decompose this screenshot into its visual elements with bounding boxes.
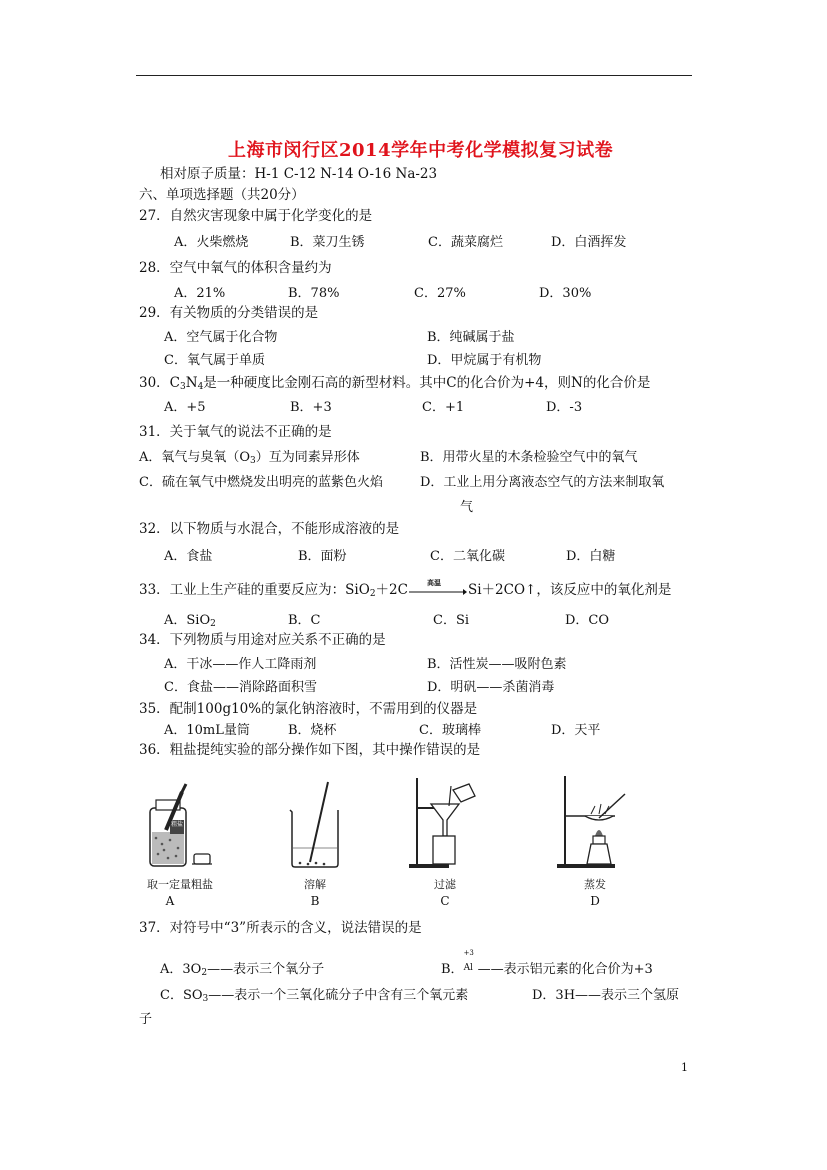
- figure-b-letter: B: [310, 894, 320, 908]
- figure-c-caption: 过滤: [434, 878, 456, 891]
- q37-option-d: D．3H——表示三个氢原: [532, 988, 680, 1003]
- q31-option-b: B．用带火星的木条检验空气中的氧气: [420, 450, 638, 465]
- page-number: 1: [681, 1061, 688, 1074]
- question-33-stem: 33．工业上生产硅的重要反应为：SiO$_2$＋2C 高温 Si＋2CO↑，该反应中的氧化剂是: [139, 578, 672, 599]
- q28-option-a: A．21%: [174, 286, 226, 301]
- q33-option-c: C．Si: [433, 613, 470, 628]
- q34-option-d: D．明矾——杀菌消毒: [427, 680, 555, 695]
- q32-option-d: D．白糖: [566, 549, 616, 564]
- q29-option-a: A．空气属于化合物: [164, 330, 278, 345]
- q35-option-b: B．烧杯: [288, 723, 337, 738]
- question-36-stem: 36．粗盐提纯实验的部分操作如下图，其中操作错误的是: [139, 742, 481, 758]
- q35-option-a: A．10mL量筒: [164, 723, 250, 738]
- q27-option-d: D．白酒挥发: [551, 235, 627, 250]
- q31-option-a: A．氧气与臭氧$(O_3)$互为同素异形体: [139, 450, 360, 466]
- q34-option-c: C．食盐——消除路面积雪: [164, 680, 317, 695]
- q28-option-d: D．30%: [539, 286, 592, 301]
- figure-a-take-salt: [140, 770, 220, 910]
- figure-b-caption: 溶解: [304, 878, 326, 891]
- section-heading: 六、单项选择题（共20分）: [139, 187, 305, 203]
- q34-option-b: B．活性炭——吸附色素: [427, 657, 567, 672]
- q32-option-a: A．食盐: [164, 549, 213, 564]
- q31-option-d-wrap: 气: [460, 500, 474, 515]
- atomic-masses: 相对原子质量：H-1 C-12 N-14 O-16 Na-23: [160, 166, 438, 182]
- figure-c-filter: [405, 770, 495, 910]
- figure-d-caption: 蒸发: [584, 878, 606, 891]
- q27-option-a: A．火柴燃烧: [174, 235, 249, 250]
- question-32-stem: 32．以下物质与水混合，不能形成溶液的是: [139, 521, 400, 537]
- q35-option-c: C．玻璃棒: [419, 723, 481, 738]
- figure-d-evaporate: [555, 770, 645, 910]
- question-27-stem: 27．自然灾害现象中属于化学变化的是: [139, 208, 373, 224]
- figure-b-dissolve: [280, 770, 350, 910]
- figure-d-letter: D: [590, 894, 600, 908]
- evaporation-illustration: [555, 770, 645, 870]
- q30-option-a: A．+5: [164, 400, 206, 415]
- question-34-stem: 34．下列物质与用途对应关系不正确的是: [139, 632, 386, 648]
- figure-a-letter: A: [165, 894, 175, 908]
- q37-option-a: A．$3O_2——$表示三个氧分子: [160, 962, 325, 978]
- q33-option-d: D．CO: [565, 613, 610, 628]
- q29-option-d: D．甲烷属于有机物: [427, 353, 542, 368]
- question-31-stem: 31．关于氧气的说法不正确的是: [139, 424, 332, 440]
- q32-option-b: B．面粉: [298, 549, 347, 564]
- jar-illustration: [140, 770, 220, 870]
- q29-option-c: C．氧气属于单质: [164, 353, 265, 368]
- beaker-illustration: [280, 770, 350, 870]
- question-29-stem: 29．有关物质的分类错误的是: [139, 305, 319, 321]
- question-28-stem: 28．空气中氧气的体积含量约为: [139, 260, 332, 276]
- q30-option-c: C．+1: [422, 400, 465, 415]
- q34-option-a: A．干冰——作人工降雨剂: [164, 657, 317, 672]
- q37-option-c: C．$SO_3——$表示一个三氧化硫分子中含有三个氧元素: [160, 988, 469, 1004]
- q28-option-c: C．27%: [414, 286, 466, 301]
- q31-option-d: D．工业上用分离液态空气的方法来制取氧: [420, 475, 665, 490]
- q35-option-d: D．天平: [551, 723, 601, 738]
- valence-mark: +3: [463, 949, 474, 957]
- question-37-stem: 37．对符号中“3”所表示的含义，说法错误的是: [139, 920, 422, 936]
- q37-option-d-wrap: 子: [139, 1012, 153, 1027]
- reaction-arrow: [409, 578, 467, 597]
- q27-option-b: B．菜刀生锈: [290, 235, 365, 250]
- q29-option-b: B．纯碱属于盐: [427, 330, 515, 345]
- figure-c-letter: C: [440, 894, 450, 908]
- q33-option-b: B．C: [288, 613, 321, 628]
- filter-illustration: [405, 770, 495, 870]
- jar-label: 粗盐: [171, 821, 184, 828]
- header-rule: [136, 75, 692, 76]
- page-title: 上海市闵行区2014学年中考化学模拟复习试卷: [228, 140, 614, 161]
- question-30-stem: 30．$C_3N_4$是一种硬度比金刚石高的新型材料。其中C的化合价为+4，则N的化合价是: [139, 375, 651, 392]
- q32-option-c: C．二氧化碳: [430, 549, 505, 564]
- q37-option-b: B． +3 $^{Al}$ ——表示铝元素的化合价为+3: [441, 949, 653, 977]
- reaction-condition: 高温: [426, 578, 441, 587]
- q31-option-c: C．硫在氧气中燃烧发出明亮的蓝紫色火焰: [139, 475, 383, 490]
- figure-a-caption: 取一定量粗盐: [147, 878, 213, 891]
- q30-option-b: B．+3: [290, 400, 332, 415]
- q30-option-d: D．-3: [546, 400, 583, 415]
- q27-option-c: C．蔬菜腐烂: [428, 235, 503, 250]
- q33-option-a: A．SiO$_2$: [164, 613, 216, 629]
- q28-option-b: B．78%: [288, 286, 340, 301]
- question-35-stem: 35．配制100g10%的氯化钠溶液时，不需用到的仪器是: [139, 701, 478, 717]
